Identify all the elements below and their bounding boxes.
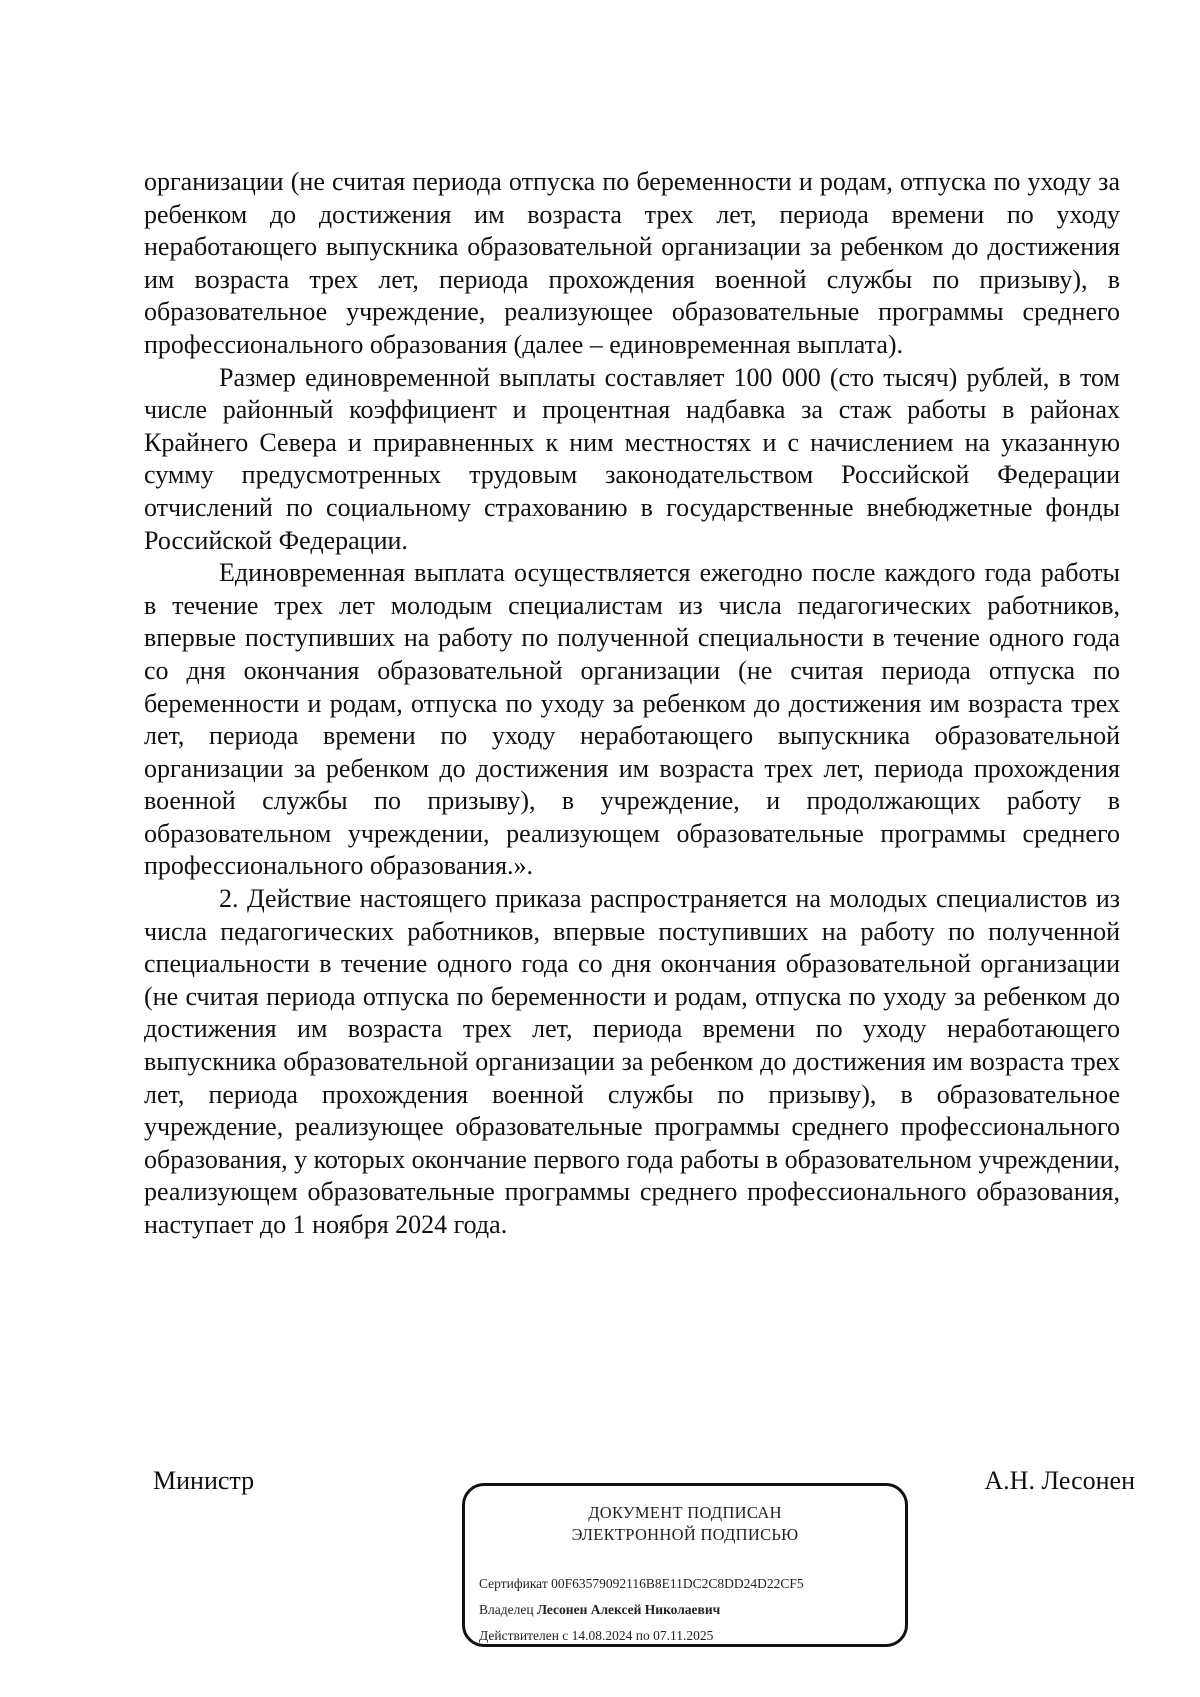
paragraph-3: Единовременная выплата осуществляется ежегодно после каждого года работы в течение трех лет молодым специалистам из числа педагогических работников, впервые поступивших на работу по полученной специальности в течение одного года со дня окончания образовательной организации (не считая периода отпуска по беременности и родам, отпуска по уходу за ребенком до достижения им возраста трех лет, периода времени по уходу неработающего выпускника образовательной организации за ребенком до достижения им возраста трех лет, периода прохождения военной службы по призыву), в учреждение, и продолжающих работу в образовательном учреждении, реализующем образовательные программы среднего профессионального образования.». (144, 558, 1120, 881)
stamp-title (465, 1502, 905, 1546)
stamp-certificate-label: Сертификат (479, 1576, 548, 1591)
stamp-certificate-row (479, 1571, 804, 1597)
stamp-validity-row (479, 1623, 804, 1649)
stamp-valid-from: 14.08.2024 (571, 1628, 633, 1643)
signatory-name: А.Н. Лесонен (984, 1466, 1135, 1495)
paragraph-2: Размер единовременной выплаты составляет 100 000 (сто тысяч) рублей, в том числе районный коэффициент и процентная надбавка за стаж работы в районах Крайнего Севера и приравненных к ним местностях и с начислением на указанную сумму предусмотренных трудовым законодательством Российской Федерации отчислений по социальному страхованию в государственные внебюджетные фонды Российской Федерации. (144, 362, 1120, 555)
paragraph-1: организации (не считая периода отпуска по беременности и родам, отпуска по уходу за ребенком до достижения им возраста трех лет, периода времени по уходу неработающего выпускника образовательной организации за ребенком до достижения им возраста трех лет, периода прохождения военной службы по призыву), в образовательное учреждение, реализующее образовательные программы среднего профессионального образования (далее – единовременная выплата). (144, 167, 1120, 359)
stamp-owner-value: Лесонен Алексей Николаевич (536, 1602, 721, 1617)
stamp-owner-label: Владелец (479, 1602, 534, 1617)
stamp-owner-row (479, 1597, 804, 1623)
stamp-valid-label: Действителен с (479, 1628, 569, 1643)
electronic-signature-stamp (462, 1483, 908, 1647)
stamp-title-line-1: ДОКУМЕНТ ПОДПИСАН (588, 1503, 782, 1522)
stamp-valid-to: 07.11.2025 (653, 1628, 714, 1643)
stamp-certificate-value: 00F63579092116B8E11DC2C8DD24D22CF5 (551, 1576, 804, 1591)
paragraph-4: 2. Действие настоящего приказа распространяется на молодых специалистов из числа педагогических работников, впервые поступивших на работу по полученной специальности в течение одного года со дня окончания образовательной организации (не считая периода отпуска по беременности и родам, отпуска по уходу за ребенком до достижения им возраста трех лет, периода времени по уходу неработающего выпускника образовательной организации за ребенком до достижения им возраста трех лет, периода прохождения военной службы по призыву), в образовательное учреждение, реализующее образовательные программы среднего профессионального образования, у которых окончание первого года работы в образовательном учреждении, реализующем образовательные программы среднего профессионального образования, наступает до 1 ноября 2024 года. (144, 884, 1120, 1239)
stamp-valid-to-label: по (635, 1628, 650, 1643)
stamp-details (479, 1571, 804, 1649)
document-body (144, 166, 1120, 1242)
signatory-position: Министр (153, 1466, 255, 1495)
stamp-title-line-2: ЭЛЕКТРОННОЙ ПОДПИСЬЮ (571, 1525, 799, 1544)
